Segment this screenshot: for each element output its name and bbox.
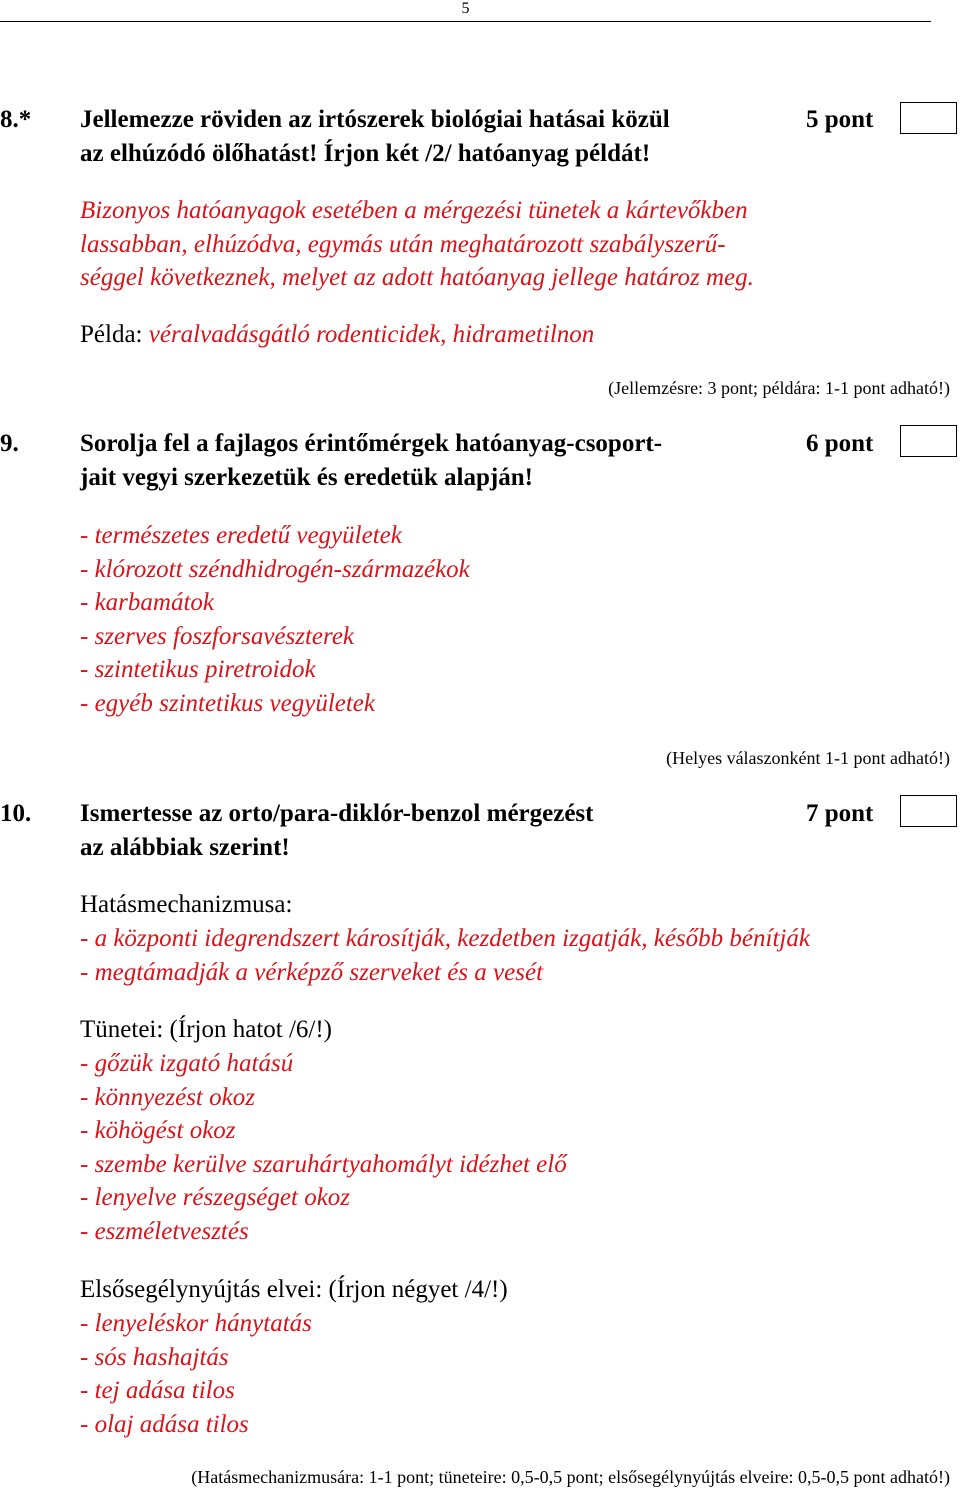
question-10-number: 10. <box>0 800 32 827</box>
question-10-line-1: Ismertesse az orto/para-diklór-benzol mérgezést <box>80 800 594 827</box>
question-8-scoring: (Jellemzésre: 3 pont; példára: 1-1 pont adható!) <box>608 378 950 398</box>
answer-line: - természetes eredetű vegyületek <box>80 522 402 549</box>
answer-line: - gőzük izgató hatású <box>80 1050 294 1077</box>
page-number: 5 <box>461 0 470 17</box>
answer-line: - karbamátok <box>80 589 214 617</box>
answer-line: - köhögést okoz <box>80 1117 236 1145</box>
answer-line: - lenyelve részegséget okoz <box>80 1184 351 1212</box>
header-rule <box>0 21 931 22</box>
answer-line: - sós hashajtás <box>80 1343 229 1371</box>
question-8-number: 8.* <box>0 106 32 133</box>
answer-line: Bizonyos hatóanyagok esetében a mérgezési tünetek a kártevőkben <box>80 197 748 224</box>
answer-line: lassabban, elhúzódva, egymás után meghatározott szabályszerű- <box>80 230 726 258</box>
question-8-points: 5 pont <box>806 106 874 133</box>
question-9-scoring: (Helyes válaszonként 1-1 pont adható!) <box>666 748 950 768</box>
answer-line: - szembe kerülve szaruhártyahomályt idézhet elő <box>80 1150 567 1178</box>
question-10-line-2: az alábbiak szerint! <box>80 834 290 861</box>
question-10-scoring: (Hatásmechanizmusára: 1-1 pont; tüneteire: 0,5-0,5 pont; elsősegélynyújtás elveire: 0,5-0,5 pont adható!) <box>191 1467 950 1487</box>
symptoms-label: Tünetei: (Írjon hatot /6/!) <box>80 1016 333 1043</box>
answer-line: - könnyezést okoz <box>80 1083 255 1111</box>
answer-line: séggel következnek, melyet az adott hatóanyag jellege határoz meg. <box>80 264 754 292</box>
question-10-score-box[interactable] <box>900 795 957 827</box>
question-9-number: 9. <box>0 430 19 457</box>
mechanism-label: Hatásmechanizmusa: <box>80 891 293 918</box>
answer-line: - tej adása tilos <box>80 1377 235 1405</box>
question-9-score-box[interactable] <box>900 425 957 457</box>
answer-line: - klórozott széndhidrogén-származékok <box>80 555 470 583</box>
answer-line: - lenyeléskor hánytatás <box>80 1310 312 1337</box>
answer-line: - olaj adása tilos <box>80 1410 249 1438</box>
question-10-points: 7 pont <box>806 800 874 827</box>
example-value: véralvadásgátló rodenticidek, hidrametilnon <box>148 321 595 348</box>
firstaid-label: Elsősegélynyújtás elvei: (Írjon négyet /4/!) <box>80 1276 508 1303</box>
answer-line: - egyéb szintetikus vegyületek <box>80 689 375 717</box>
answer-line: - eszméletvesztés <box>80 1217 249 1245</box>
question-8-score-box[interactable] <box>900 102 957 134</box>
answer-line: - szerves foszforsavészterek <box>80 622 355 650</box>
question-8-example <box>80 318 594 352</box>
question-8-line-2: az elhúzódó ölőhatást! Írjon két /2/ hatóanyag példát! <box>80 140 651 167</box>
answer-line: - a központi idegrendszert károsítják, kezdetben izgatják, később bénítják <box>80 925 810 952</box>
example-label: Példa: <box>80 321 149 348</box>
answer-line: - szintetikus piretroidok <box>80 656 316 684</box>
firstaid-answer <box>80 1307 312 1441</box>
question-9-answer <box>80 519 470 721</box>
question-8-line-1: Jellemezze röviden az irtószerek biológiai hatásai közül <box>80 106 670 133</box>
question-8-answer <box>80 194 754 295</box>
question-9-line-2: jait vegyi szerkezetük és eredetük alapján! <box>80 464 533 491</box>
symptoms-answer <box>80 1047 567 1249</box>
question-9-line-1: Sorolja fel a fajlagos érintőmérgek hatóanyag-csoport- <box>80 430 663 457</box>
question-9-points: 6 pont <box>806 430 874 457</box>
answer-line: - megtámadják a vérképző szerveket és a vesét <box>80 958 544 986</box>
mechanism-answer <box>80 922 810 989</box>
